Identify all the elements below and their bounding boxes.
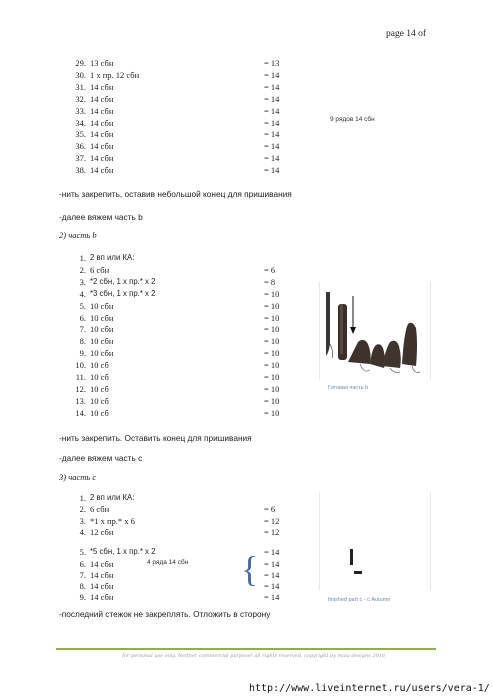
row-instruction: 6 сбн: [90, 504, 110, 515]
photo-part-b: [319, 282, 431, 380]
row-stitch-count: = 10: [264, 372, 280, 382]
row-stitch-count: = 14: [264, 581, 280, 592]
row-stitch-count: = 14: [264, 569, 280, 580]
row-instruction: *1 х пр.* х 6: [90, 515, 135, 526]
row-number: 6.: [79, 558, 86, 569]
row-stitch-count: = 14: [264, 117, 280, 128]
crochet-part-c-image: [320, 492, 430, 590]
footer-divider: [56, 648, 436, 650]
row-instruction: 14 сбн: [90, 81, 114, 92]
caption-part-c: finished part с - с Autumn: [328, 597, 391, 603]
footer-copyright: for personal use only. Neither commercial purpose! all rights reserved, copyright by maia designs 2016: [122, 653, 386, 659]
note-four-rows: 4 ряда 14 сбн: [147, 559, 189, 566]
row-instruction: 12 сбн: [90, 526, 114, 537]
note-nine-rows: 9 рядов 14 сбн: [330, 116, 375, 123]
row-instruction: *3 сбн, 1 х пр.* х 2: [90, 288, 156, 298]
row-number: 29.: [75, 58, 86, 68]
row-number: 2.: [79, 504, 86, 515]
row-stitch-count: = 10: [264, 300, 280, 311]
row-number: 6.: [79, 312, 86, 323]
row-stitch-count: = 10: [264, 336, 280, 347]
page-number: page 14 of: [386, 29, 427, 39]
row-instruction: *5 сбн, 1 х пр.* х 2: [90, 547, 156, 557]
row-number: 12.: [75, 383, 86, 394]
row-stitch-count: = 10: [264, 324, 280, 335]
row-number: 33.: [75, 105, 86, 116]
row-number: 7.: [79, 569, 86, 580]
source-url: http://www.liveinternet.ru/users/vera-1/: [249, 683, 490, 694]
row-instruction: 14 сбн: [90, 558, 114, 569]
row-stitch-count: = 14: [264, 129, 280, 140]
row-instruction: 10 сб: [90, 360, 109, 371]
bullet-next-part-c: -далее вяжем часть с: [59, 453, 143, 463]
row-stitch-count: = 14: [264, 592, 280, 603]
row-number: 5.: [79, 300, 86, 311]
row-number: 36.: [75, 141, 86, 152]
part-c-heading: 3) часть с: [59, 472, 97, 482]
row-number: 35.: [75, 129, 86, 140]
row-stitch-count: = 14: [264, 558, 280, 569]
row-instruction: 10 сбн: [90, 324, 114, 335]
bullet-next-part-b: -далее вяжем часть b: [59, 212, 143, 222]
caption-part-b: Готовая часть b: [328, 385, 369, 391]
row-stitch-count: = 14: [264, 165, 280, 176]
row-stitch-count: = 14: [264, 81, 280, 92]
row-stitch-count: = 10: [264, 288, 280, 299]
row-stitch-count: = 6: [264, 264, 276, 275]
row-instruction: 2 вп или КА:: [90, 253, 135, 262]
row-number: 7.: [79, 324, 86, 335]
row-number: 3.: [79, 276, 86, 287]
part-b-heading: 2) часть b: [59, 230, 97, 240]
bullet-fasten-leave-end: -нить закрепить. Оставить конец для пришивания: [59, 433, 252, 443]
row-instruction: 14 сбн: [90, 569, 114, 580]
row-instruction: 14 сбн: [90, 581, 114, 592]
photo-part-c: [319, 492, 431, 590]
row-number: 9.: [79, 348, 86, 359]
row-instruction: *2 сбн, 1 х пр.* х 2: [90, 276, 156, 286]
brace-rows-6-9: {: [241, 549, 259, 589]
row-stitch-count: = 10: [264, 360, 280, 371]
row-number: 30.: [75, 69, 86, 80]
row-instruction: 14 сбн: [90, 592, 114, 603]
row-number: 37.: [75, 153, 86, 164]
row-instruction: 10 сб: [90, 395, 109, 406]
row-number: 34.: [75, 117, 86, 128]
row-instruction: 14 сбн: [90, 153, 114, 164]
row-instruction: 14 сбн: [90, 165, 114, 176]
row-number: 5.: [79, 547, 86, 558]
row-number: 31.: [75, 81, 86, 92]
row-number: 8.: [79, 581, 86, 592]
row-instruction: 2 вп или КА:: [90, 493, 135, 502]
row-stitch-count: = 10: [264, 383, 280, 394]
row-instruction: 10 сбн: [90, 312, 114, 323]
row-stitch-count: = 10: [264, 348, 280, 359]
bullet-fasten-thread: -нить закрепить, оставив небольшой конец для пришивания: [59, 189, 292, 199]
row-stitch-count: = 14: [264, 547, 280, 558]
row-stitch-count: = 14: [264, 69, 280, 80]
row-number: 4.: [79, 288, 86, 299]
row-number: 4.: [79, 526, 86, 537]
row-stitch-count: = 6: [264, 504, 276, 515]
row-instruction: 10 сб: [90, 372, 109, 382]
row-stitch-count: = 12: [264, 526, 280, 537]
row-stitch-count: = 10: [264, 407, 280, 418]
row-number: 2.: [79, 264, 86, 275]
row-number: 3.: [79, 515, 86, 526]
row-instruction: 14 сбн: [90, 141, 114, 152]
row-number: 32.: [75, 93, 86, 104]
row-number: 11.: [75, 372, 86, 382]
bullet-last-stitch: -последний стежок не закреплять. Отложить в сторону: [59, 609, 271, 619]
row-stitch-count: = 14: [264, 93, 280, 104]
row-instruction: 14 сбн: [90, 117, 114, 128]
row-number: 9.: [79, 592, 86, 603]
row-stitch-count: = 12: [264, 515, 280, 526]
row-instruction: 6 сбн: [90, 264, 110, 275]
row-stitch-count: = 10: [264, 312, 280, 323]
row-number: 8.: [79, 336, 86, 347]
row-instruction: 1 х пр. 12 сбн: [90, 69, 140, 80]
row-number: 1.: [79, 253, 86, 263]
row-instruction: 10 сбн: [90, 300, 114, 311]
row-number: 14.: [75, 407, 86, 418]
row-stitch-count: = 14: [264, 141, 280, 152]
row-stitch-count: = 8: [264, 276, 276, 287]
row-number: 1.: [79, 493, 86, 503]
row-number: 13.: [75, 395, 86, 406]
row-instruction: 10 сбн: [90, 336, 114, 347]
row-stitch-count: = 14: [264, 153, 280, 164]
row-stitch-count: = 14: [264, 105, 280, 116]
row-stitch-count: = 10: [264, 395, 280, 406]
row-instruction: 10 сб: [90, 383, 109, 394]
row-instruction: 10 сбн: [90, 348, 114, 359]
row-instruction: 14 сбн: [90, 93, 114, 104]
row-number: 38.: [75, 165, 86, 176]
row-stitch-count: = 13: [264, 58, 280, 68]
row-instruction: 14 сбн: [90, 105, 114, 116]
row-number: 10.: [75, 360, 86, 371]
crochet-pieces-image: [320, 282, 430, 380]
row-instruction: 10 сб: [90, 407, 109, 418]
row-instruction: 13 сбн: [90, 58, 114, 68]
row-instruction: 14 сбн: [90, 129, 114, 140]
